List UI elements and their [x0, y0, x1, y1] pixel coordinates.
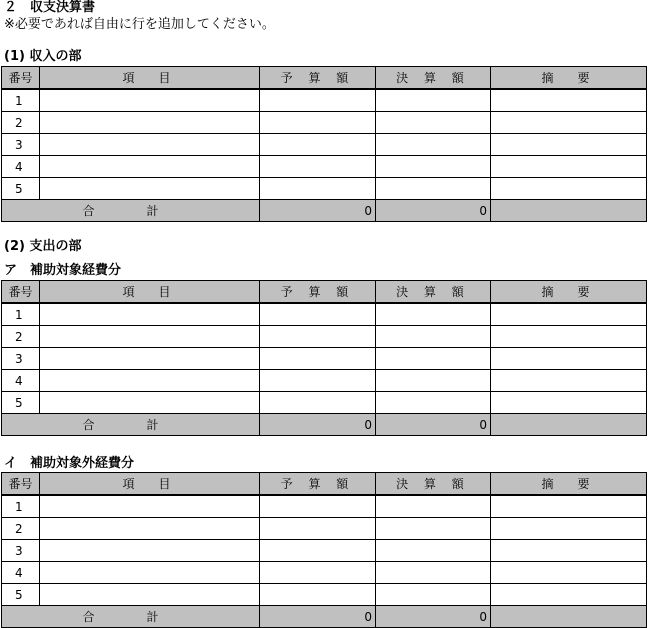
actual-cell[interactable] — [376, 584, 491, 606]
budget-cell[interactable] — [260, 370, 376, 392]
table-row — [2, 303, 647, 326]
remarks-cell[interactable] — [491, 303, 647, 326]
col-remarks-header: 摘 要 — [491, 281, 647, 304]
table-row — [2, 89, 647, 112]
budget-cell[interactable] — [260, 518, 376, 540]
row-number: 5 — [2, 392, 40, 414]
item-cell[interactable] — [40, 540, 260, 562]
col-actual-header: 決 算 額 — [376, 473, 491, 496]
expense-section-heading: (2) 支出の部 — [4, 239, 82, 254]
remarks-cell[interactable] — [491, 584, 647, 606]
row-number: 2 — [2, 518, 40, 540]
remarks-cell[interactable] — [491, 156, 647, 178]
table-row — [2, 112, 647, 134]
actual-cell[interactable] — [376, 134, 491, 156]
col-actual-header: 決 算 額 — [376, 67, 491, 90]
col-actual-header: 決 算 額 — [376, 281, 491, 304]
total-row — [2, 414, 647, 436]
remarks-cell[interactable] — [491, 370, 647, 392]
item-cell[interactable] — [40, 584, 260, 606]
row-number: 5 — [2, 584, 40, 606]
total-budget-value: 0 — [260, 200, 376, 222]
item-cell[interactable] — [40, 370, 260, 392]
col-number-header: 番号 — [2, 67, 40, 90]
instruction-note: ※必要であれば自由に行を追加してください。 — [4, 17, 275, 32]
table-row — [2, 562, 647, 584]
row-number: 5 — [2, 178, 40, 200]
item-cell[interactable] — [40, 134, 260, 156]
row-number: 2 — [2, 112, 40, 134]
table-row — [2, 370, 647, 392]
budget-cell[interactable] — [260, 326, 376, 348]
remarks-cell[interactable] — [491, 89, 647, 112]
col-budget-header: 予 算 額 — [260, 281, 376, 304]
remarks-cell[interactable] — [491, 112, 647, 134]
budget-cell[interactable] — [260, 156, 376, 178]
total-label: 合 計 — [2, 414, 260, 436]
col-budget-header: 予 算 額 — [260, 67, 376, 90]
actual-cell[interactable] — [376, 518, 491, 540]
remarks-cell[interactable] — [491, 518, 647, 540]
table-row — [2, 518, 647, 540]
actual-cell[interactable] — [376, 392, 491, 414]
remarks-cell[interactable] — [491, 326, 647, 348]
item-cell[interactable] — [40, 178, 260, 200]
income-section-heading: (1) 収入の部 — [4, 49, 82, 64]
col-item-header: 項 目 — [40, 281, 260, 304]
remarks-cell[interactable] — [491, 178, 647, 200]
item-cell[interactable] — [40, 392, 260, 414]
actual-cell[interactable] — [376, 326, 491, 348]
table-row — [2, 584, 647, 606]
budget-cell[interactable] — [260, 348, 376, 370]
budget-cell[interactable] — [260, 562, 376, 584]
item-cell[interactable] — [40, 562, 260, 584]
item-cell[interactable] — [40, 303, 260, 326]
budget-cell[interactable] — [260, 134, 376, 156]
expense-subsidized-table — [1, 280, 647, 436]
table-row — [2, 178, 647, 200]
row-number: 2 — [2, 326, 40, 348]
budget-cell[interactable] — [260, 584, 376, 606]
row-number: 1 — [2, 303, 40, 326]
budget-cell[interactable] — [260, 303, 376, 326]
document-title: ２ 収支決算書 — [4, 0, 96, 15]
total-row — [2, 606, 647, 628]
total-label: 合 計 — [2, 200, 260, 222]
row-number: 1 — [2, 495, 40, 518]
table-header-row — [2, 281, 647, 304]
actual-cell[interactable] — [376, 303, 491, 326]
col-remarks-header: 摘 要 — [491, 67, 647, 90]
col-number-header: 番号 — [2, 473, 40, 496]
table-row — [2, 392, 647, 414]
actual-cell[interactable] — [376, 370, 491, 392]
row-number: 4 — [2, 156, 40, 178]
item-cell[interactable] — [40, 156, 260, 178]
item-cell[interactable] — [40, 89, 260, 112]
item-cell[interactable] — [40, 518, 260, 540]
total-actual-value: 0 — [376, 606, 491, 628]
item-cell[interactable] — [40, 348, 260, 370]
expense-unsubsidized-heading: イ 補助対象外経費分 — [4, 456, 135, 471]
table-row — [2, 134, 647, 156]
total-remarks-cell — [491, 414, 647, 436]
remarks-cell[interactable] — [491, 134, 647, 156]
actual-cell[interactable] — [376, 178, 491, 200]
item-cell[interactable] — [40, 112, 260, 134]
item-cell[interactable] — [40, 326, 260, 348]
total-budget-value: 0 — [260, 414, 376, 436]
total-label: 合 計 — [2, 606, 260, 628]
actual-cell[interactable] — [376, 540, 491, 562]
table-row — [2, 495, 647, 518]
row-number: 3 — [2, 134, 40, 156]
table-row — [2, 156, 647, 178]
actual-cell[interactable] — [376, 112, 491, 134]
row-number: 4 — [2, 370, 40, 392]
remarks-cell[interactable] — [491, 495, 647, 518]
col-budget-header: 予 算 額 — [260, 473, 376, 496]
total-actual-value: 0 — [376, 200, 491, 222]
item-cell[interactable] — [40, 495, 260, 518]
remarks-cell[interactable] — [491, 348, 647, 370]
budget-cell[interactable] — [260, 495, 376, 518]
row-number: 4 — [2, 562, 40, 584]
table-row — [2, 326, 647, 348]
total-budget-value: 0 — [260, 606, 376, 628]
row-number: 3 — [2, 540, 40, 562]
row-number: 1 — [2, 89, 40, 112]
actual-cell[interactable] — [376, 562, 491, 584]
total-actual-value: 0 — [376, 414, 491, 436]
table-header-row — [2, 473, 647, 496]
table-row — [2, 348, 647, 370]
budget-cell[interactable] — [260, 392, 376, 414]
budget-cell[interactable] — [260, 112, 376, 134]
actual-cell[interactable] — [376, 348, 491, 370]
table-header-row — [2, 67, 647, 90]
income-table — [1, 66, 647, 222]
actual-cell[interactable] — [376, 156, 491, 178]
budget-cell[interactable] — [260, 540, 376, 562]
remarks-cell[interactable] — [491, 540, 647, 562]
budget-cell[interactable] — [260, 178, 376, 200]
total-remarks-cell — [491, 606, 647, 628]
actual-cell[interactable] — [376, 495, 491, 518]
expense-subsidized-heading: ア 補助対象経費分 — [4, 263, 122, 278]
expense-unsubsidized-table — [1, 472, 647, 628]
actual-cell[interactable] — [376, 89, 491, 112]
total-row — [2, 200, 647, 222]
remarks-cell[interactable] — [491, 562, 647, 584]
col-item-header: 項 目 — [40, 473, 260, 496]
col-item-header: 項 目 — [40, 67, 260, 90]
total-remarks-cell — [491, 200, 647, 222]
col-remarks-header: 摘 要 — [491, 473, 647, 496]
remarks-cell[interactable] — [491, 392, 647, 414]
table-row — [2, 540, 647, 562]
row-number: 3 — [2, 348, 40, 370]
col-number-header: 番号 — [2, 281, 40, 304]
budget-cell[interactable] — [260, 89, 376, 112]
